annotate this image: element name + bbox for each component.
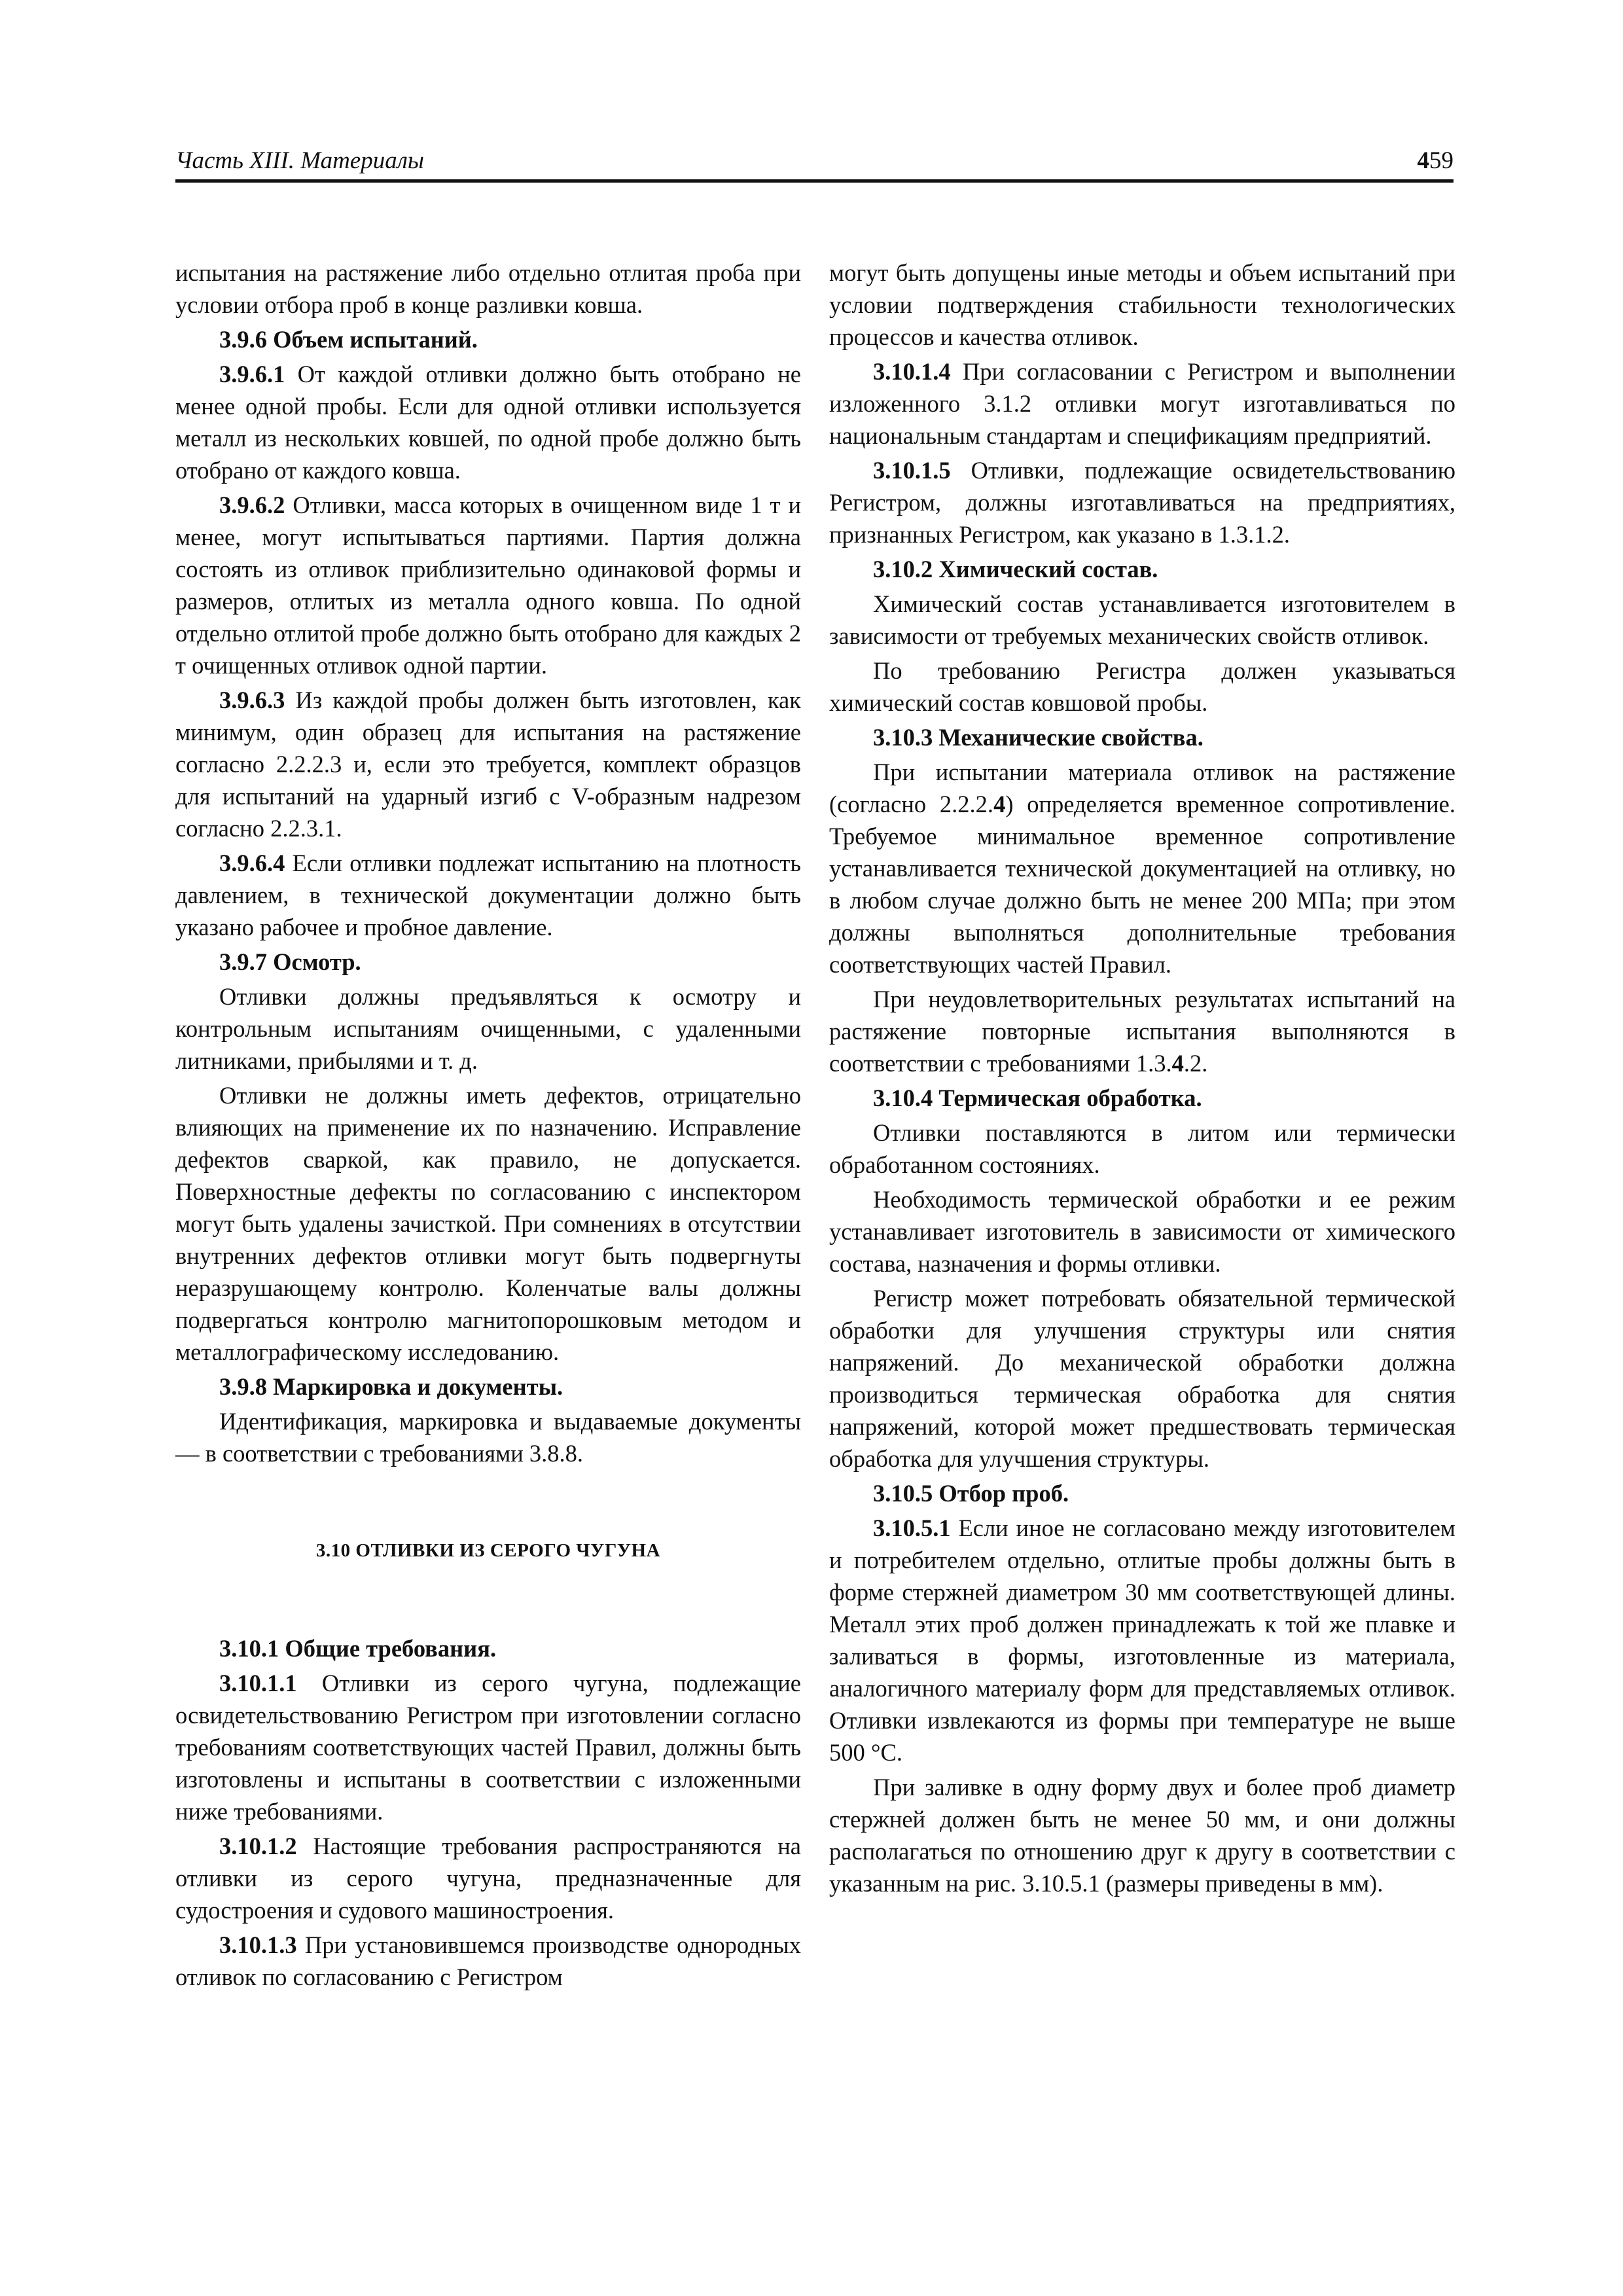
clause: 3.10.1.1 Отливки из серого чугуна, подлежащие освидетельствованию Регистром при изготовлении согласно требованиям соответствующих частей Правил, должны быть изготовлены и испытаны в соответствии с изложенными ниже требованиями. [175,1670,801,1825]
paragraph: Отливки должны предъявляться к осмотру и контрольным испытаниям очищенными, с удаленными литниками, прибылями и т. д. [175,983,801,1074]
clause: 3.9.6.1 От каждой отливки должно быть отобрано не менее одной пробы. Если для одной отливки используется металл из нескольких ковшей, по одной пробе должно быть отобрано от каждого ковша. [175,361,801,484]
left-column [175,257,801,1996]
paragraph: При заливке в одну форму двух и более проб диаметр стержней должен быть не менее 50 мм, и они должны располагаться по отношению друг к другу в соответствии с указанным на рис. 3.10.5.1 (размеры приведены в мм). [829,1774,1455,1897]
paragraph: Химический состав устанавливается изготовителем в зависимости от требуемых механических свойств отливок. [829,590,1455,649]
paragraph: испытания на растяжение либо отдельно отлитая проба при условии отбора проб в конце разливки ковша. [175,259,801,318]
section-heading: 3.10.5 Отбор проб. [873,1480,1069,1507]
clause: 3.10.1.3 При установившемся производстве однородных отливок по согласованию с Регистром [175,1931,801,1990]
section-heading: 3.10.2 Химический состав. [873,556,1158,583]
section-heading: 3.9.6 Объем испытаний. [219,326,478,353]
paragraph: При неудовлетворительных результатах испытаний на растяжение повторные испытания выполняются в соответствии с требованиями 1.3.4.2. [829,986,1455,1077]
page-number: 459 [1417,147,1454,174]
right-column [829,257,1455,1902]
clause: 3.10.1.4 При согласовании с Регистром и выполнении изложенного 3.1.2 отливки могут изготавливаться по национальным стандартам и спецификациям предприятий. [829,358,1455,449]
clause: 3.10.5.1 Если иное не согласовано между изготовителем и потребителем отдельно, отлитые пробы должны быть в форме стержней диаметром 30 мм соответствующей длины. Металл этих проб должен принадлежать к той же плавке и заливаться в формы, изготовленные из материала, аналогичного материалу форм для представляемых отливок. Отливки извлекаются из формы при температуре не выше 500 °С. [829,1515,1455,1766]
clause: 3.10.1.2 Настоящие требования распространяются на отливки из серого чугуна, предназначенные для судостроения и судового машиностроения. [175,1833,801,1924]
section-heading: 3.10.3 Механические свойства. [873,724,1204,751]
paragraph: При испытании материала отливок на растяжение (согласно 2.2.2.4) определяется временное сопротивление. Требуемое минимальное временное сопротивление устанавливается технической документацией на отливку, но в любом случае должно быть не менее 200 МПа; при этом должны выполняться дополнительные требования соответствующих частей Правил. [829,759,1455,978]
paragraph: Отливки не должны иметь дефектов, отрицательно влияющих на применение их по назначению. Исправление дефектов сваркой, как правило, не допускается. Поверхностные дефекты по согласованию с инспектором могут быть удалены зачисткой. При сомнениях в отсутствии внутренних дефектов отливки могут быть подвергнуты неразрушающему контролю. Коленчатые валы должны подвергаться контролю магнитопорошковым методом и металлографическому исследованию. [175,1082,801,1365]
paragraph: Отливки поставляются в литом или термически обработанном состояниях. [829,1119,1455,1178]
clause: 3.9.6.3 Из каждой пробы должен быть изготовлен, как минимум, один образец для испытания на растяжение согласно 2.2.2.3 и, если это требуется, комплект образцов для испытаний на ударный изгиб с V-образным надрезом согласно 2.2.3.1. [175,687,801,842]
paragraph: могут быть допущены иные методы и объем испытаний при условии подтверждения стабильности технологических процессов и качества отливок. [829,259,1455,350]
clause: 3.10.1.5 Отливки, подлежащие освидетельствованию Регистром, должны изготавливаться на предприятиях, признанных Регистром, как указано в 1.3.1.2. [829,457,1455,548]
section-heading: 3.10.4 Термическая обработка. [873,1085,1202,1111]
paragraph: Необходимость термической обработки и ее режим устанавливает изготовитель в зависимости от химического состава, назначения и формы отливки. [829,1186,1455,1277]
clause: 3.9.6.2 Отливки, масса которых в очищенном виде 1 т и менее, могут испытываться партиями. Партия должна состоять из отливок приблизительно одинаковой формы и размеров, отлитых из металла одного ковша. По одной отдельно отлитой пробе должно быть отобрано для каждых 2 т очищенных отливок одной партии. [175,492,801,679]
paragraph: Регистр может потребовать обязательной термической обработки для улучшения структуры или снятия напряжений. До механической обработки должна производиться термическая обработка для снятия напряжений, которой может предшествовать термическая обработка для улучшения структуры. [829,1285,1455,1472]
paragraph: По требованию Регистра должен указываться химический состав ковшовой пробы. [829,657,1455,716]
section-heading: 3.10.1 Общие требования. [219,1635,497,1662]
page-header [175,145,1454,183]
chapter-heading: 3.10 ОТЛИВКИ ИЗ СЕРОГО ЧУГУНА [315,1540,661,1561]
section-heading: 3.9.7 Осмотр. [219,948,361,975]
clause: 3.9.6.4 Если отливки подлежат испытанию на плотность давлением, в технической документации должно быть указано рабочее и пробное давление. [175,850,801,941]
paragraph: Идентификация, маркировка и выдаваемые документы — в соответствии с требованиями 3.8.8. [175,1408,801,1467]
running-title: Часть XIII. Материалы [175,147,424,174]
section-heading: 3.9.8 Маркировка и документы. [219,1373,563,1400]
